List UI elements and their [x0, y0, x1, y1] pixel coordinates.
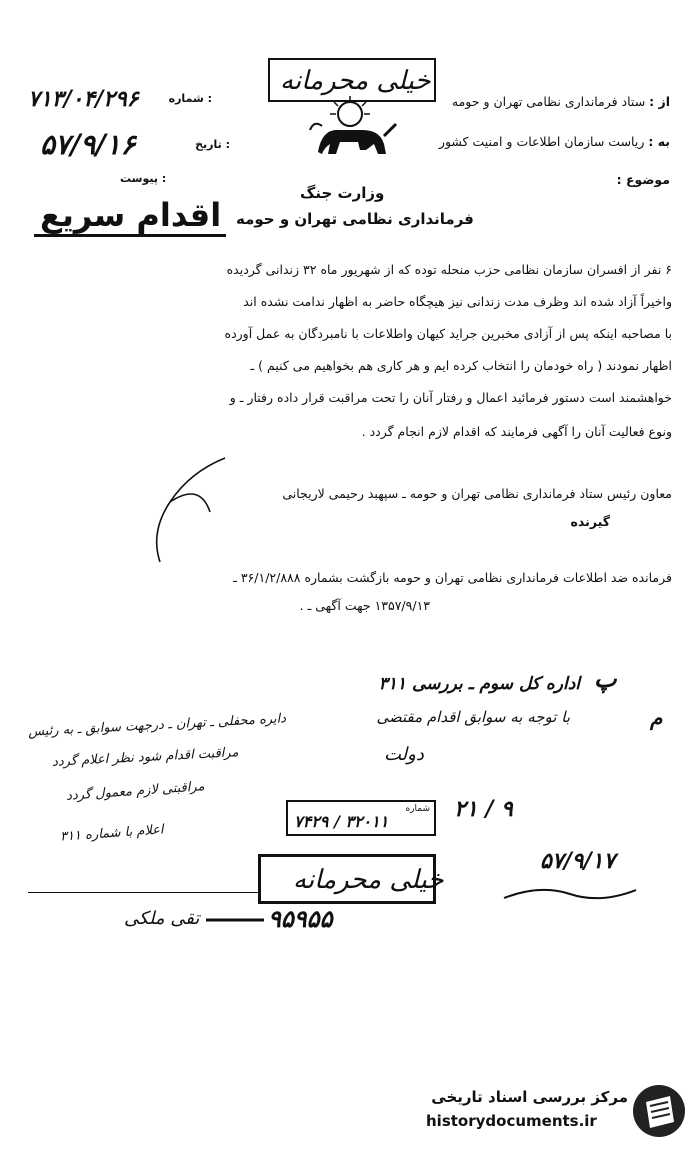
subject-field — [470, 172, 670, 187]
handwritten-note-right-2: با توجه به سوابق اقدام مقتضی — [376, 708, 570, 726]
classification-stamp-bottom — [258, 854, 444, 904]
footer-website: historydocuments.ir — [426, 1112, 597, 1130]
body-line-5: خواهشمند است دستور فرمائید اعمال و رفتار آنان را تحت مراقبت قرار داده رفتار ـ و — [229, 390, 672, 405]
subject-label: موضوع : — [616, 172, 670, 187]
body-line-6: ونوع فعالیت آنان را آگهی فرمایند که اقدام لازم انجام گردد . — [361, 424, 672, 439]
date-value: ۵۷/۹/۱۶ — [40, 128, 136, 161]
underline-scribble — [500, 880, 640, 906]
body-line-1: ۶ نفر از افسران سازمان نظامی حزب منحله توده که از شهریور ماه ۳۲ زندانی گردیده — [226, 262, 672, 277]
lion-and-sun-emblem-icon — [300, 94, 400, 164]
handwritten-note-left-3: مراقبتی لازم معمول گردد — [65, 779, 205, 804]
number-label: شماره : — [168, 92, 212, 105]
body-line-3: با مصاحبه اینکه پس از آزادی مخبرین جراید کیهان واطلاعات با نامبردگان به عمل آورده — [224, 326, 672, 341]
urgent-action-stamp — [34, 198, 230, 238]
handwritten-note-right: اداره کل سوم ـ بررسی ۳۱۱ — [378, 674, 580, 694]
number-field — [28, 86, 212, 116]
date-field — [40, 128, 230, 164]
archive-logo-icon — [632, 1084, 686, 1138]
handwritten-number-mid: ۲۱ / ۹ — [454, 796, 513, 822]
urgent-action-stamp-text: اقدام سریع — [40, 196, 222, 234]
footer-logo — [410, 1082, 690, 1142]
footer-org-name: مرکز بررسی اسناد تاریخی — [431, 1088, 628, 1106]
ministry-title: وزارت جنگ — [300, 184, 385, 202]
signature-line: معاون رئیس ستاد فرمانداری نظامی تهران و حومه ـ سپهبد رحیمی لاریجانی — [282, 486, 672, 501]
cc-line: فرمانده ضد اطلاعات فرمانداری نظامی تهران و حومه بازگشت بشماره ۳۶/۱/۲/۸۸۸ ـ — [233, 570, 672, 585]
cc-line-2: ۱۳۵۷/۹/۱۳ جهت آگهی ـ . — [299, 598, 430, 613]
number-value: ۷۱۳/۰۴/۲۹۶ — [28, 86, 139, 112]
handwritten-sign-left: تقی ملکی — [124, 908, 200, 929]
number-stamp-label: شماره — [405, 804, 430, 814]
classification-stamp-bottom-text: خیلی محرمانه — [293, 865, 444, 895]
handwritten-note-left-2: مراقبت اقدام شود نظر اعلام گردد — [51, 745, 239, 770]
to-label: به : — [648, 134, 670, 149]
margin-mark: م — [650, 706, 663, 730]
attachment-label: پیوست : — [120, 172, 167, 185]
date-label: تاریخ : — [195, 138, 230, 151]
divider-line — [28, 892, 258, 893]
from-label: از : — [649, 94, 670, 109]
recipient-label: گیرنده — [570, 514, 610, 529]
to-field — [410, 134, 670, 149]
from-field — [410, 94, 670, 109]
strikeout-mark — [206, 912, 266, 928]
to-value: ریاست سازمان اطلاعات و امنیت کشور — [438, 134, 645, 149]
handwritten-date-right: ۵۷/۹/۱۷ — [540, 848, 616, 874]
number-stamp-value: ۷۴۲۹ / ۳۲۰۱۱ — [294, 812, 389, 831]
handwritten-note-left-1: دایره محفلی ـ تهران ـ درجهت سوابق ـ به رئیس — [27, 711, 287, 740]
classification-stamp-text: خیلی محرمانه — [280, 66, 431, 96]
handwritten-note-left-4: اعلام با شماره ۳۱۱ — [59, 822, 164, 845]
from-value: ستاد فرمانداری نظامی تهران و حومه — [451, 94, 646, 109]
number-stamp — [286, 800, 436, 836]
signature-scribble — [130, 452, 240, 572]
body-line-4: اظهار نمودند ( راه خودمان را انتخاب کرده ایم و هر کاری هم بخواهیم می کنیم ) ـ — [250, 358, 672, 373]
annotation-digit-mark: پ — [594, 664, 617, 693]
body-line-2: واخیراً آزاد شده اند وظرف مدت زندانی نیز هیچگاه حاضر به اظهار ندامت نشده اند — [243, 294, 672, 309]
handwritten-sign-right: دولت — [384, 744, 424, 765]
bottom-number: ۹۵۹۵۵ — [268, 904, 333, 933]
office-title: فرمانداری نظامی تهران و حومه — [236, 210, 474, 228]
